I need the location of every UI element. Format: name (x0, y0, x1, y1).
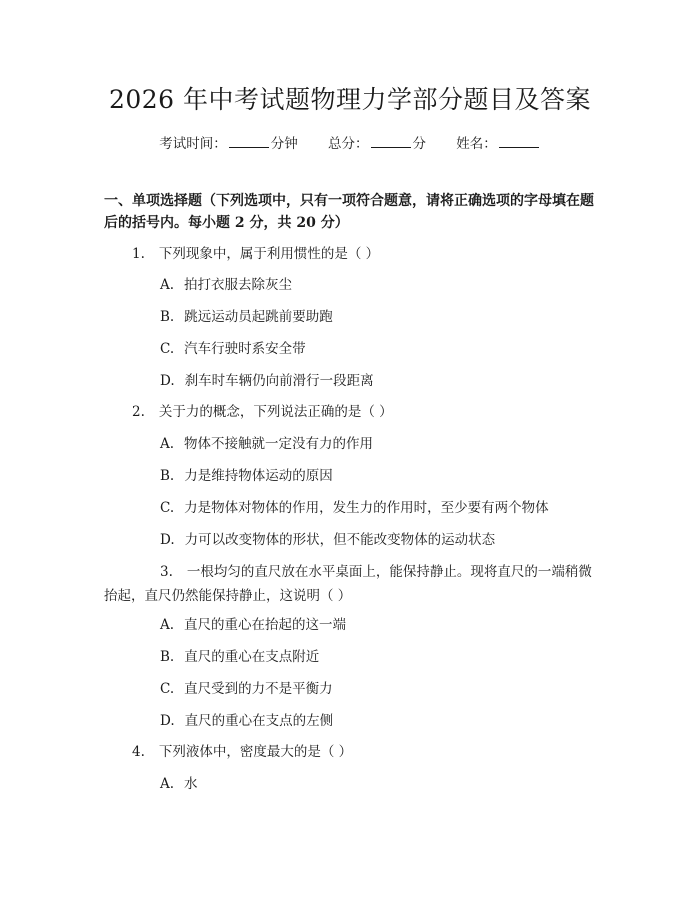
question-2-option-b (160, 464, 594, 488)
option-text: 力可以改变物体的形状，但不能改变物体的运动状态 (184, 532, 496, 548)
total-score-blank (371, 135, 411, 148)
page-title: 2026 年中考试题物理力学部分题目及答案 (108, 85, 592, 114)
exam-time-blank (229, 135, 269, 148)
option-text: 力是物体对物体的作用，发生力的作用时，至少要有两个物体 (184, 500, 549, 516)
question-text: 关于力的概念，下列说法正确的是（ ） (158, 404, 393, 420)
option-text: 物体不接触就一定没有力的作用 (184, 436, 374, 452)
question-2-option-a (160, 432, 594, 456)
option-letter: B. (160, 468, 175, 484)
question-1-option-d (160, 369, 594, 393)
student-name-label: 姓名： (456, 136, 497, 152)
option-text: 直尺受到的力不是平衡力 (184, 681, 333, 697)
total-score-unit: 分 (412, 136, 426, 152)
exam-meta (0, 132, 700, 152)
option-text: 水 (184, 776, 198, 792)
total-score-field (328, 132, 426, 152)
option-letter: B. (160, 309, 175, 325)
option-text: 直尺的重心在支点附近 (184, 649, 320, 665)
question-1-option-b (160, 305, 594, 329)
question-2-option-c (160, 496, 594, 520)
option-text: 跳远运动员起跳前要助跑 (184, 309, 333, 325)
option-letter: D. (160, 532, 175, 548)
question-2-stem (132, 400, 594, 424)
question-text: 下列现象中，属于利用惯性的是（ ） (158, 246, 380, 262)
option-letter: D. (160, 373, 175, 389)
option-text: 刹车时车辆仍向前滑行一段距离 (184, 373, 374, 389)
student-name-field (456, 132, 541, 152)
option-text: 直尺的重心在支点的左侧 (184, 713, 334, 729)
question-3-stem (104, 560, 594, 608)
option-letter: D. (160, 713, 175, 729)
option-letter: C. (160, 341, 175, 357)
question-number: 1. (132, 246, 145, 262)
exam-time-field (159, 132, 298, 152)
option-text: 力是维持物体运动的原因 (184, 468, 333, 484)
question-4-option-a (160, 772, 594, 796)
exam-time-label: 考试时间： (159, 136, 227, 152)
question-number: 2. (132, 404, 145, 420)
question-2-option-d (160, 528, 594, 552)
option-letter: A. (160, 617, 175, 633)
question-text: 下列液体中，密度最大的是（ ） (158, 744, 353, 760)
question-number: 4. (132, 744, 145, 760)
question-1-stem (132, 242, 594, 266)
question-1-option-a (160, 273, 594, 297)
total-score-label: 总分： (328, 136, 369, 152)
option-text: 拍打衣服去除灰尘 (184, 277, 293, 293)
option-letter: C. (160, 681, 175, 697)
section-heading: 一、单项选择题（下列选项中，只有一项符合题意，请将正确选项的字母填在题后的括号内。每小题 2 分，共 20 分） (104, 193, 594, 231)
option-letter: B. (160, 649, 175, 665)
option-letter: C. (160, 500, 175, 516)
question-4-stem (132, 740, 594, 764)
student-name-blank (499, 135, 539, 148)
question-3-option-a (160, 613, 594, 637)
question-number: 3. (160, 564, 173, 580)
question-text: 一根均匀的直尺放在水平桌面上，能保持静止。现将直尺的一端稍微抬起，直尺仍然能保持静止，这说明（ ） (104, 564, 592, 604)
question-3-option-d (160, 709, 594, 733)
exam-time-unit: 分钟 (270, 136, 298, 152)
option-text: 直尺的重心在抬起的这一端 (184, 617, 347, 633)
option-letter: A. (160, 436, 175, 452)
question-3-option-b (160, 645, 594, 669)
option-letter: A. (160, 277, 175, 293)
question-3-option-c (160, 677, 594, 701)
option-text: 汽车行驶时系安全带 (184, 341, 306, 357)
option-letter: A. (160, 776, 175, 792)
question-1-option-c (160, 337, 594, 361)
